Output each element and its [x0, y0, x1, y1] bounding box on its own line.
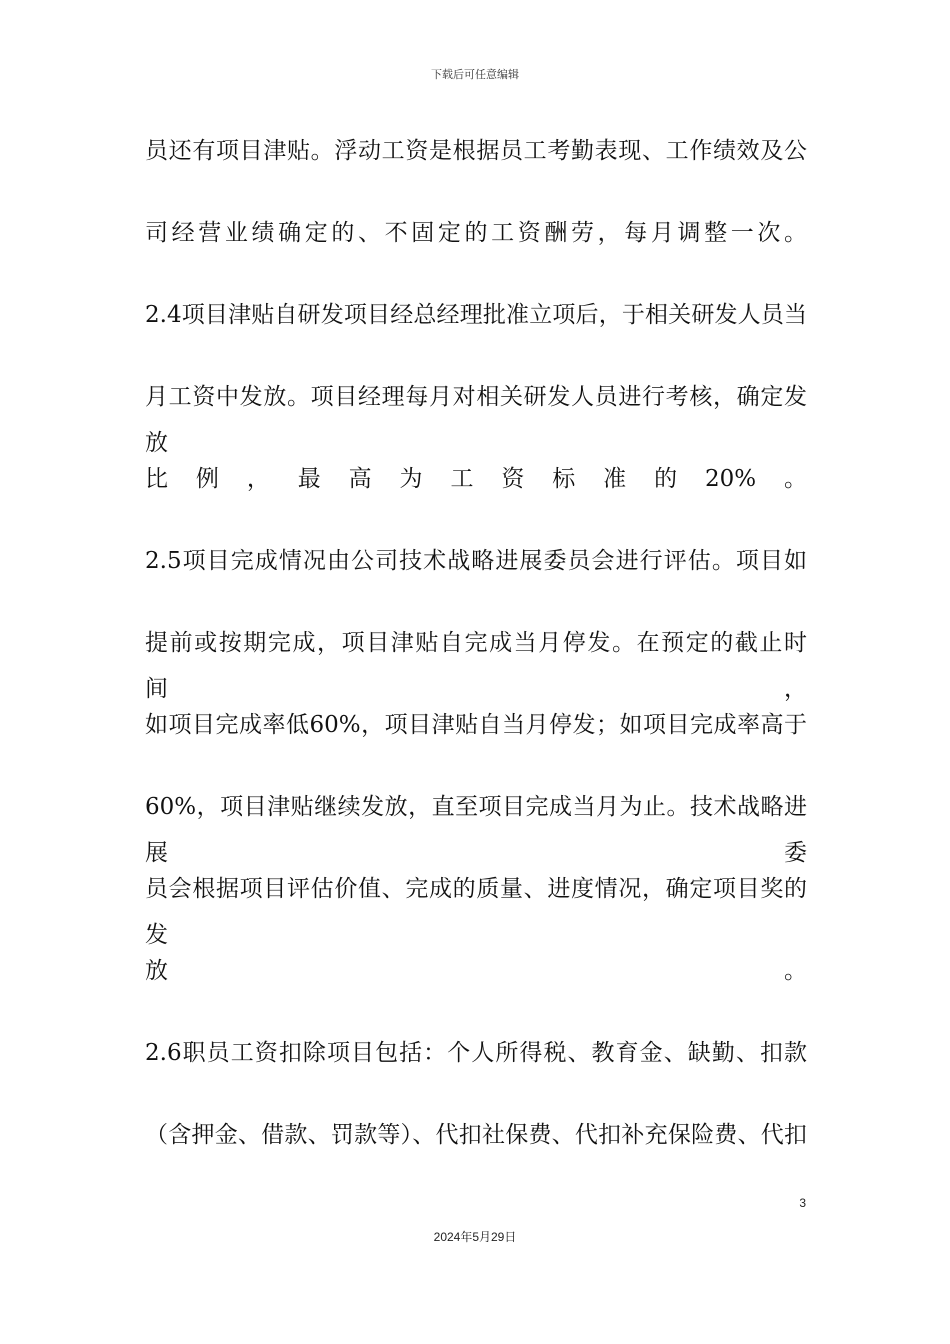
document-body: [145, 128, 807, 1194]
spread-char: 资: [501, 466, 525, 492]
spread-char: 的: [654, 466, 678, 492]
text-line: 月工资中发放。项目经理每月对相关研发人员进行考核，确定发放: [145, 384, 807, 456]
text-line: 2.4项目津贴自研发项目经总经理批准立项后，于相关研发人员当: [145, 302, 807, 328]
text-line: 如项目完成率低60%，项目津贴自当月停发；如项目完成率高于: [145, 712, 807, 738]
spread-char: 最: [297, 466, 321, 492]
text-line: 2.5项目完成情况由公司技术战略进展委员会进行评估。项目如: [145, 548, 807, 574]
text-line: 提前或按期完成，项目津贴自完成当月停发。在预定的截止时间，: [145, 630, 807, 702]
text-line: 60%，项目津贴继续发放，直至项目完成当月为止。技术战略进展委: [145, 794, 807, 866]
text-line: 员会根据项目评估价值、完成的质量、进度情况，确定项目奖的发: [145, 876, 807, 948]
spread-char: 。: [784, 466, 807, 492]
text-line: 司经营业绩确定的、不固定的工资酬劳，每月调整一次。: [145, 220, 807, 246]
footer-date: 2024年5月29日: [433, 1230, 517, 1244]
spread-char: 为: [399, 466, 423, 492]
text-line: 2.6职员工资扣除项目包括：个人所得税、教育金、缺勤、扣款: [145, 1040, 807, 1066]
spread-char: 准: [603, 466, 627, 492]
spread-char: 20%: [704, 466, 757, 492]
spread-char: 。: [784, 958, 807, 984]
spread-char: 例: [195, 466, 219, 492]
text-line: （含押金、借款、罚款等）、代扣社保费、代扣补充保险费、代扣: [145, 1122, 807, 1148]
spread-line-ratio: [145, 456, 807, 538]
spread-char: 高: [348, 466, 372, 492]
page-number: 3: [799, 1196, 806, 1210]
spread-char: ，: [246, 466, 270, 492]
page-header: 下载后可任意编辑: [431, 68, 519, 81]
spread-char: 比: [145, 466, 168, 492]
text-line: 员还有项目津贴。浮动工资是根据员工考勤表现、工作绩效及公: [145, 138, 807, 164]
spread-line-fang: [145, 948, 807, 1030]
spread-char: 放: [145, 958, 168, 984]
spread-char: 标: [552, 466, 576, 492]
spread-char: 工: [450, 466, 474, 492]
